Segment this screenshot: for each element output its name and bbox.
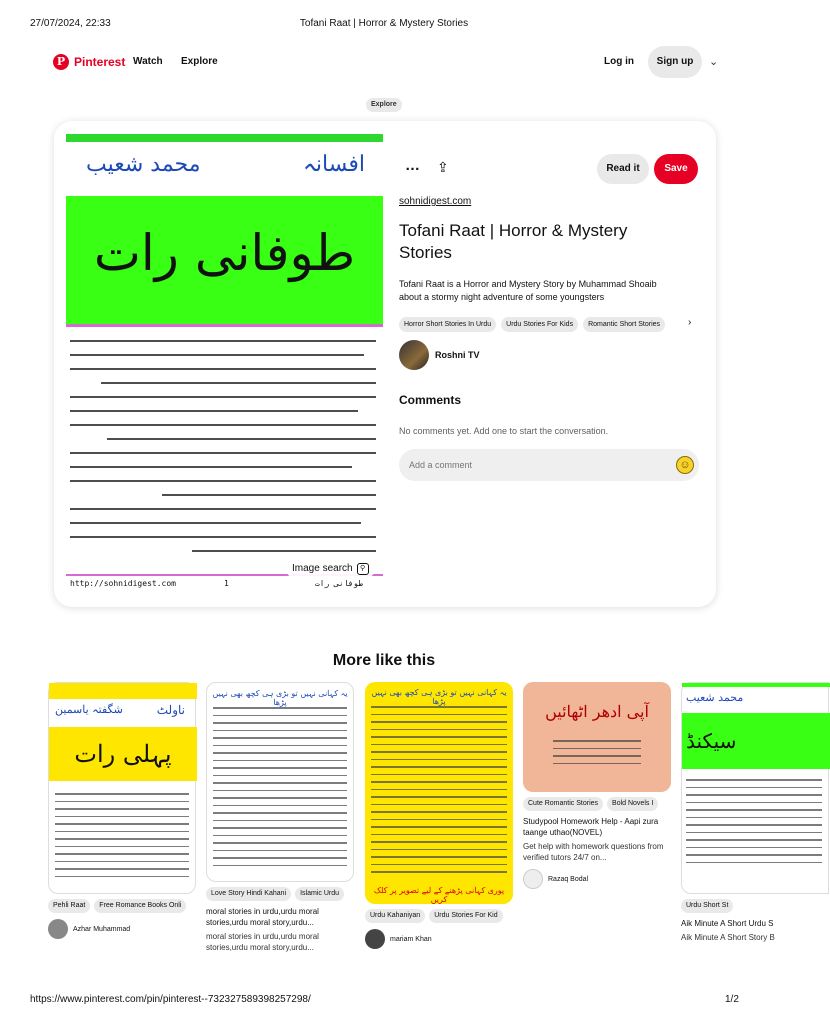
image-body-text [70, 340, 376, 564]
pinterest-logo-icon: P [53, 54, 69, 70]
avatar [48, 919, 68, 939]
related-pin[interactable] [523, 682, 671, 889]
related-pin[interactable] [206, 682, 354, 953]
pin-title: Tofani Raat | Horror & Mystery Stories [399, 221, 628, 262]
related-image-heading: یہ کہانی نہیں تو بڑی ہی کچھ بھی نہیں پڑھا [212, 689, 348, 707]
image-divider [66, 324, 383, 327]
brand-name: Pinterest [74, 55, 126, 69]
pin-tags [399, 317, 699, 333]
comment-input[interactable]: Add a comment [399, 449, 699, 481]
more-like-this-heading: More like this [332, 652, 436, 669]
related-pin-description: moral stories in urdu,urdu moral stories,urdu moral story,urdu... [206, 932, 319, 952]
image-top-bar [66, 134, 383, 142]
source-link[interactable]: sohnidigest.com [399, 196, 472, 207]
related-pin-user[interactable] [48, 919, 196, 939]
related-pin[interactable] [365, 682, 513, 949]
tag-chip[interactable]: Horror Short Stories In Urdu [399, 317, 496, 332]
top-nav [0, 46, 768, 80]
tag-chip[interactable]: Bold Novels I [607, 797, 658, 811]
related-pin-title: Studypool Homework Help - Aapi zura taange uthao(NOVEL) [523, 817, 659, 837]
related-pin-image[interactable] [48, 682, 196, 894]
related-pin-user[interactable] [365, 929, 513, 949]
related-pin-title: Aik Minute A Short Urdu S [681, 919, 774, 928]
tag-chip[interactable]: Urdu Short St [681, 899, 733, 913]
tag-chip[interactable]: Pehli Raat [48, 899, 90, 913]
related-user-name: Razaq Bodal [548, 875, 589, 883]
emoji-icon[interactable]: ☺ [676, 456, 694, 474]
signup-button[interactable]: Sign up [648, 46, 702, 78]
pinterest-logo[interactable] [53, 54, 125, 70]
author-name: Roshni TV [435, 350, 480, 360]
image-author-text: محمد شعیب [86, 152, 201, 177]
tag-chip[interactable]: Urdu Stories For Kid [429, 909, 502, 923]
print-url: https://www.pinterest.com/pin/pinterest--732327589398257298/ [30, 994, 311, 1005]
share-icon[interactable]: ⇪ [437, 159, 449, 175]
nav-explore-link[interactable]: Explore [181, 56, 218, 67]
related-user-name: mariam Khan [390, 935, 432, 943]
print-page-number: 1/2 [725, 994, 739, 1005]
related-pin-image[interactable] [523, 682, 671, 792]
image-header [66, 142, 383, 196]
related-image-heading: یہ کہانی نہیں تو بڑی ہی کچھ بھی نہیں پڑھا [371, 688, 507, 706]
nav-watch-link[interactable]: Watch [133, 56, 163, 67]
tag-chip[interactable]: Urdu Kahaniyan [365, 909, 425, 923]
related-pin[interactable] [681, 682, 775, 943]
comments-heading: Comments [399, 393, 462, 407]
chevron-right-icon[interactable]: › [688, 317, 692, 328]
image-title-band [66, 196, 383, 324]
lens-icon: ⚲ [357, 563, 369, 575]
avatar [365, 929, 385, 949]
related-pin-image[interactable] [365, 682, 513, 904]
related-image-text: محمد شعیب [686, 691, 744, 704]
pin-image[interactable] [66, 134, 383, 592]
image-footer-title: طوفانی رات [314, 579, 363, 588]
print-title: Tofani Raat | Horror & Mystery Stories [299, 18, 469, 29]
related-image-heading: سیکنڈ [682, 713, 830, 769]
avatar [523, 869, 543, 889]
tag-chip[interactable]: Romantic Short Stories [583, 317, 665, 332]
related-pin-description: Get help with homework questions from verified tutors 24/7 on... [523, 842, 664, 862]
print-header [0, 18, 768, 32]
related-pin-image[interactable] [681, 682, 829, 894]
related-user-name: Azhar Muhammad [73, 925, 131, 933]
related-pin[interactable] [48, 682, 196, 939]
related-image-heading: آپی ادھر اٹھائیں [545, 702, 649, 721]
tag-chip[interactable]: Free Romance Books Onli [94, 899, 186, 913]
more-options-icon[interactable]: … [405, 157, 421, 174]
avatar [399, 340, 429, 370]
image-footer-url: http://sohnidigest.com [70, 579, 176, 588]
pin-author[interactable] [399, 340, 480, 370]
breadcrumb[interactable]: Explore [366, 98, 402, 112]
tag-chip[interactable]: Urdu Stories For Kids [501, 317, 578, 332]
related-image-heading: پہلی رات [49, 727, 197, 781]
related-pin-description: Aik Minute A Short Story B [681, 933, 775, 942]
no-comments-text: No comments yet. Add one to start the conversation. [399, 426, 609, 436]
image-footer-page: 1 [224, 579, 229, 588]
related-pin-image[interactable] [206, 682, 354, 882]
related-image-text: ناولٹ [156, 703, 185, 717]
chevron-down-icon[interactable]: ⌄ [709, 56, 719, 68]
login-button[interactable]: Log in [604, 56, 634, 67]
related-image-text: شگفتہ یاسمین [55, 703, 123, 716]
save-button[interactable]: Save [654, 154, 698, 184]
tag-chip[interactable]: Islamic Urdu [295, 887, 344, 901]
image-heading-text: طوفانی رات [93, 224, 356, 282]
tag-chip[interactable]: Love Story Hindi Kahani [206, 887, 291, 901]
image-search-button[interactable] [286, 560, 375, 578]
pin-description: Tofani Raat is a Horror and Mystery Story by Muhammad Shoaib about a stormy night adventure of some youngsters [399, 279, 657, 302]
related-pin-user[interactable] [523, 869, 671, 889]
tag-chip[interactable]: Cute Romantic Stories [523, 797, 603, 811]
related-image-footer: پوری کہانی پڑھنے کے لیے تصویر پر کلک کریں [373, 886, 505, 904]
related-pin-title: moral stories in urdu,urdu moral stories,urdu moral story,urdu... [206, 907, 319, 927]
image-search-label: Image search [292, 563, 353, 574]
image-genre-text: افسانہ [303, 152, 365, 177]
print-datetime: 27/07/2024, 22:33 [30, 18, 111, 29]
read-it-button[interactable]: Read it [597, 154, 649, 184]
print-footer [0, 994, 768, 1008]
